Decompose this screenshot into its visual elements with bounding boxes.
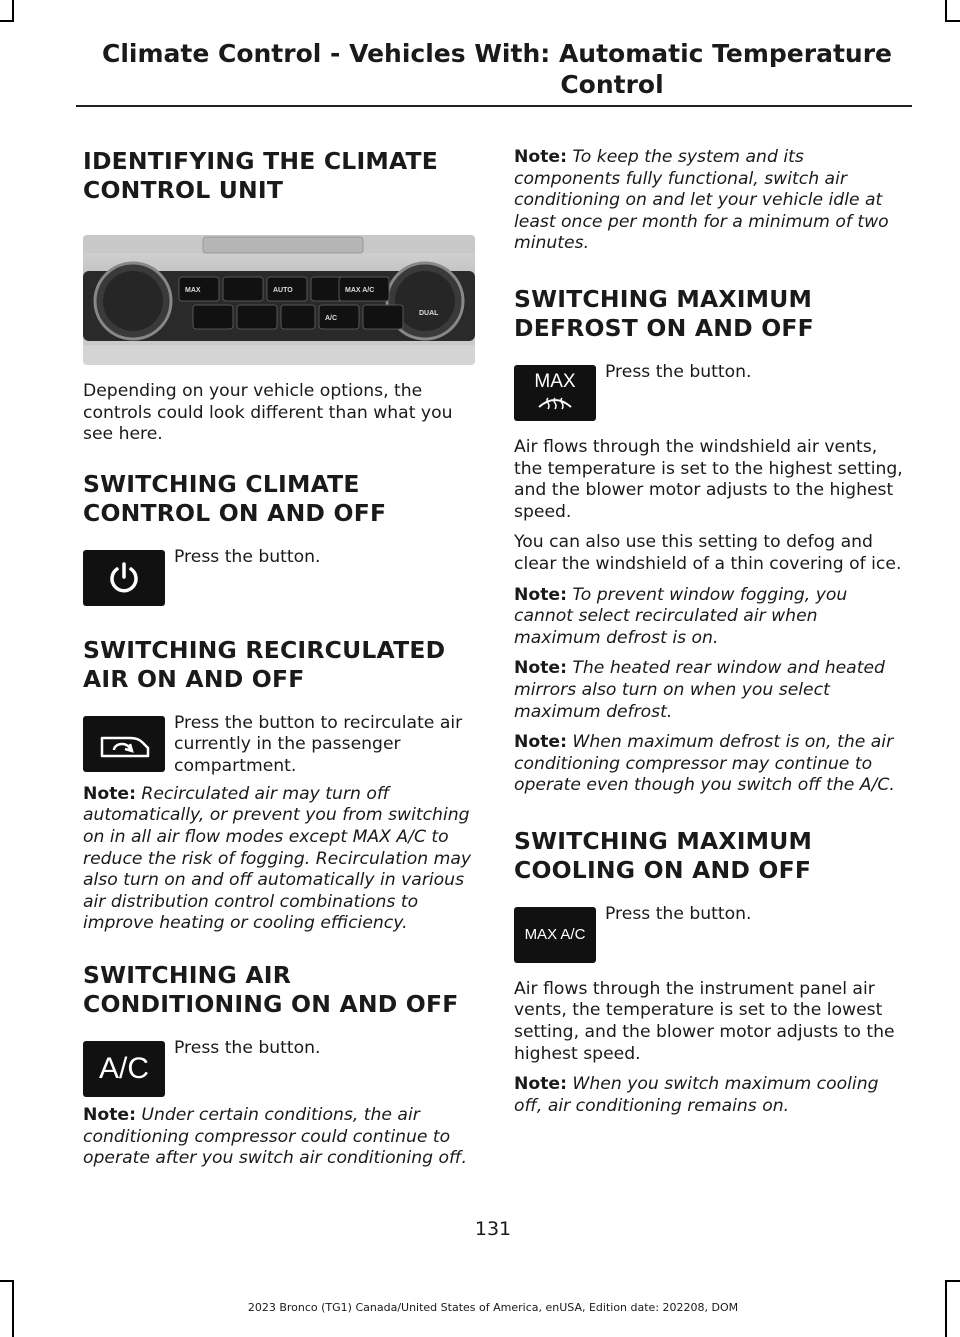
max-cooling-note: Note: When you switch maximum cooling off, air conditioning remains on. xyxy=(514,1074,879,1116)
max-ac-icon xyxy=(514,907,596,963)
max-cooling-p1: Air flows through the instrument panel air vents, the temperature is set to the lowest setting, and the blower motor adjusts to the highest speed. xyxy=(514,978,895,1064)
max-defrost-body: Press the button. xyxy=(605,361,752,382)
crop-mark xyxy=(0,20,14,22)
recirculate-icon xyxy=(83,716,165,772)
max-defrost-note3: Note: When maximum defrost is on, the air conditioning compressor may continue to operate even though you switch off the A/C. xyxy=(514,732,895,796)
right-column xyxy=(514,140,907,1117)
max-defrost-note2: Note: The heated rear window and heated mirrors also turn on when you select maximum defrost. xyxy=(514,658,885,722)
crop-mark xyxy=(945,1280,960,1282)
max-cooling-body: Press the button. xyxy=(605,903,752,924)
air-conditioning-row xyxy=(83,1037,476,1101)
max-defrost-row xyxy=(514,361,907,425)
section-identifying-title: IDENTIFYING THE CLIMATE CONTROL UNIT xyxy=(83,147,439,204)
air-conditioning-note: Note: Under certain conditions, the air conditioning compressor could continue to operate after you switch air conditioning off. xyxy=(83,1104,467,1169)
header-title-line1: Climate Control - Vehicles With: Automatic Temperature xyxy=(101,39,892,68)
section-climate-on-off-title: SWITCHING CLIMATE CONTROL ON AND OFF xyxy=(83,469,387,527)
panel-label-max-ac: MAX A/C xyxy=(345,287,375,294)
panel-label-ac: A/C xyxy=(325,315,338,322)
max-ac-icon-text: MAX A/C xyxy=(524,926,586,944)
climate-on-off-body: Press the button. xyxy=(174,546,321,567)
identifying-body: Depending on your vehicle options, the controls could look different than what you see here. xyxy=(83,381,453,445)
max-defrost-p1: Air flows through the windshield air vents, the temperature is set to the highest setting, and the blower motor adjusts to the highest speed. xyxy=(514,436,903,522)
section-max-defrost-title: SWITCHING MAXIMUM DEFROST ON AND OFF xyxy=(514,284,814,342)
header-title-line2: Control xyxy=(560,70,664,99)
edition-info: 2023 Bronco (TG1) Canada/United States of America, enUSA, Edition date: 202208, DOM xyxy=(247,1301,739,1314)
max-defrost-note1: Note: To prevent window fogging, you cannot select recirculated air when maximum defrost is on. xyxy=(514,584,848,648)
left-column xyxy=(83,140,476,1170)
power-icon xyxy=(83,550,165,606)
header-rule xyxy=(76,105,912,107)
max-defrost-icon-text: MAX xyxy=(534,371,576,393)
section-recirculated-title: SWITCHING RECIRCULATED AIR ON AND OFF xyxy=(83,635,446,693)
max-defrost-icon xyxy=(514,365,596,421)
ac-icon xyxy=(83,1041,165,1097)
windshield-defrost-icon xyxy=(535,391,575,413)
page-header-title xyxy=(32,38,892,100)
panel-label-max: MAX xyxy=(185,287,201,294)
max-defrost-p2: You can also use this setting to defog and clear the windshield of a thin covering of ice. xyxy=(514,532,902,574)
crop-mark xyxy=(945,0,947,20)
panel-label-auto: AUTO xyxy=(273,287,293,294)
crop-mark xyxy=(12,0,14,20)
climate-panel-drawing xyxy=(83,235,475,365)
maintenance-note: Note: To keep the system and its components fully functional, switch air conditioning on and let your vehicle idle at least once per month for a minimum of two minutes. xyxy=(514,147,889,254)
recirculated-body: Press the button to recirculate air currently in the passenger compartment. xyxy=(174,712,463,776)
recirculated-note: Note: Recirculated air may turn off automatically, or prevent you from switching on in all air flow modes except MAX A/C to reduce the risk of fogging. Recirculation may also turn on and off automatically in various air distribution control combinations to improve heating or cooling efficiency. xyxy=(83,783,472,934)
climate-control-unit-image xyxy=(83,235,475,365)
climate-on-off-row xyxy=(83,546,476,610)
section-max-cooling-title: SWITCHING MAXIMUM COOLING ON AND OFF xyxy=(514,826,813,884)
page-number: 131 xyxy=(474,1218,512,1240)
air-conditioning-body: Press the button. xyxy=(174,1037,321,1058)
panel-label-dual: DUAL xyxy=(419,310,439,317)
section-air-conditioning-title: SWITCHING AIR CONDITIONING ON AND OFF xyxy=(83,960,459,1018)
ac-icon-text: A/C xyxy=(98,1051,149,1085)
crop-mark xyxy=(945,20,960,22)
max-cooling-row xyxy=(514,903,907,967)
recirculated-row xyxy=(83,712,476,782)
